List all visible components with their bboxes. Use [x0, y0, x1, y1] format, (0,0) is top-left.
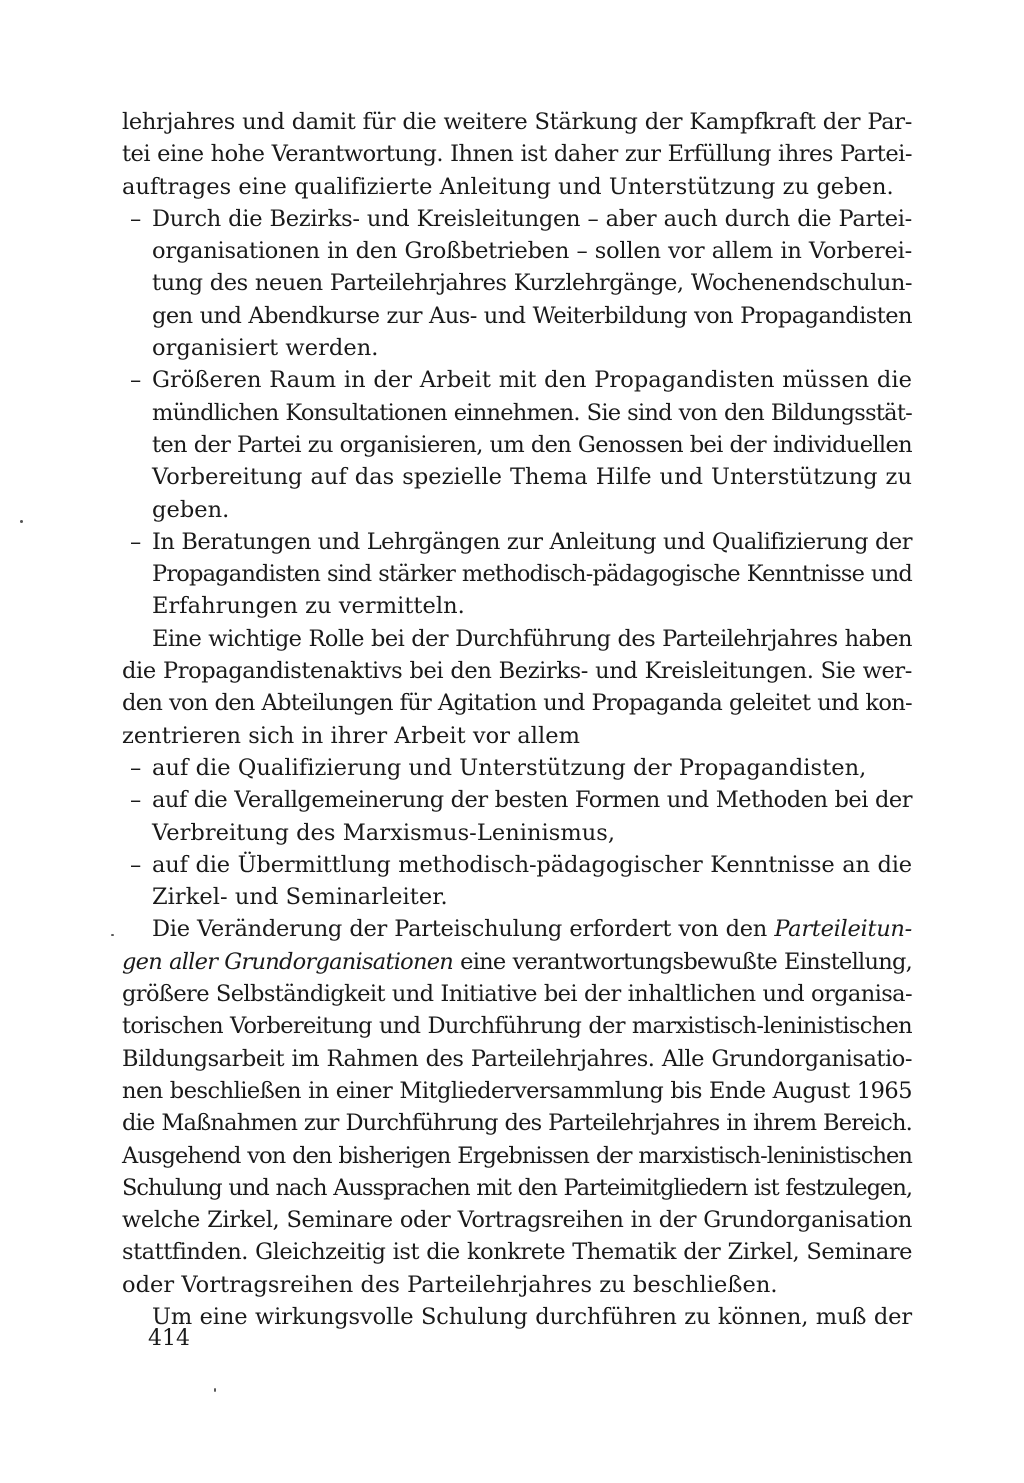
line-text: eine verantwortungsbewußte Einstellung,: [453, 948, 912, 975]
text-line: [122, 494, 912, 526]
text-line: [122, 429, 912, 461]
line-text: In Beratungen und Lehrgängen zur Anleitung und Qualifizierung der: [152, 528, 912, 555]
text-line: [122, 300, 912, 332]
line-text: tung des neuen Parteilehrjahres Kurzlehrgänge, Wochenendschulun-: [152, 270, 912, 297]
text-line: [122, 1010, 912, 1042]
text-line: [122, 687, 912, 719]
line-text: Bildungsarbeit im Rahmen des Parteilehrjahres. Alle Grundorganisatio-: [122, 1045, 912, 1072]
line-text: Vorbereitung auf das spezielle Thema Hilfe und Unterstützung zu: [152, 464, 912, 491]
text-line: [122, 1301, 912, 1333]
body-text: [122, 106, 912, 1333]
text-line: [122, 235, 912, 267]
text-line: [122, 171, 912, 203]
print-speck: [214, 1388, 216, 1392]
line-text: zentrieren sich in ihrer Arbeit vor allem: [122, 722, 580, 749]
line-text: lehrjahres und damit für die weitere Stärkung der Kampfkraft der Par-: [122, 109, 912, 135]
text-line: [122, 1204, 912, 1236]
list-item-line: [122, 784, 912, 816]
list-item-line: [122, 526, 912, 558]
text-line: [122, 817, 912, 849]
print-speck: [111, 934, 114, 936]
text-line: [122, 461, 912, 493]
text-line: [122, 332, 912, 364]
text-line: [122, 397, 912, 429]
emphasis-text: gen aller Grundorganisationen: [122, 948, 454, 975]
text-line: [122, 978, 912, 1010]
line-text: Um eine wirkungsvolle Schulung durchführen zu können, muß der: [152, 1303, 912, 1330]
emphasis-text: Parteileitun-: [774, 916, 912, 943]
line-text: stattfinden. Gleichzeitig ist die konkrete Thematik der Zirkel, Seminare: [122, 1239, 912, 1266]
list-dash: –: [130, 528, 141, 555]
line-text: organisationen in den Großbetrieben – sollen vor allem in Vorberei-: [152, 238, 912, 265]
line-text: auf die Qualifizierung und Unterstützung der Propagandisten,: [152, 754, 867, 781]
text-line: [122, 138, 912, 170]
text-line: [122, 267, 912, 299]
line-text: auf die Verallgemeinerung der besten Formen und Methoden bei der: [152, 787, 912, 814]
text-line: [122, 913, 912, 945]
list-dash: –: [130, 205, 141, 232]
line-text: Eine wichtige Rolle bei der Durchführung des Parteilehrjahres haben: [152, 625, 912, 652]
line-text: den von den Abteilungen für Agitation und Propaganda geleitet und kon-: [122, 690, 912, 717]
line-text: auf die Übermittlung methodisch-pädagogischer Kenntnisse an die: [152, 851, 912, 878]
text-line: [122, 558, 912, 590]
line-text: Zirkel- und Seminarleiter.: [152, 884, 448, 911]
text-line: [122, 1140, 912, 1172]
list-item-line: [122, 752, 912, 784]
line-text: Ausgehend von den bisherigen Ergebnissen der marxistisch-leninistischen: [122, 1142, 912, 1169]
text-line: [122, 720, 912, 752]
list-item-line: [122, 849, 912, 881]
page-number: 414: [148, 1326, 190, 1351]
line-text: Die Veränderung der Parteischulung erfordert von den: [152, 916, 775, 943]
line-text: ten der Partei zu organisieren, um den Genossen bei der individuellen: [152, 431, 912, 458]
list-dash: –: [130, 787, 141, 814]
text-line: [122, 881, 912, 913]
line-text: Schulung und nach Aussprachen mit den Parteimitgliedern ist festzulegen,: [122, 1174, 912, 1201]
line-text: Erfahrungen zu vermitteln.: [152, 593, 465, 620]
line-text: Größeren Raum in der Arbeit mit den Propagandisten müssen die: [152, 367, 912, 394]
line-text: größere Selbständigkeit und Initiative bei der inhaltlichen und organisa-: [122, 981, 912, 1008]
list-dash: –: [130, 851, 142, 878]
line-text: geben.: [152, 496, 230, 523]
text-line: [122, 623, 912, 655]
text-line: [122, 1043, 912, 1075]
text-line: [122, 590, 912, 622]
text-line: [122, 1075, 912, 1107]
list-item-line: [122, 203, 912, 235]
line-text: nen beschließen in einer Mitgliederversammlung bis Ende August 1965: [122, 1077, 912, 1104]
line-text: tei eine hohe Verantwortung. Ihnen ist daher zur Erfüllung ihres Partei-: [122, 141, 912, 168]
text-line: [122, 946, 912, 978]
line-text: die Maßnahmen zur Durchführung des Parteilehrjahres in ihrem Bereich.: [122, 1110, 912, 1137]
line-text: die Propagandistenaktivs bei den Bezirks- und Kreisleitungen. Sie wer-: [122, 658, 912, 685]
text-line: [122, 1107, 912, 1139]
line-text: auftrages eine qualifizierte Anleitung und Unterstützung zu geben.: [122, 173, 894, 200]
line-text: welche Zirkel, Seminare oder Vortragsreihen in der Grundorganisation: [122, 1207, 912, 1234]
line-text: gen und Abendkurse zur Aus- und Weiterbildung von Propagandisten: [152, 302, 912, 329]
line-text: Verbreitung des Marxismus-Leninismus,: [152, 819, 616, 846]
list-dash: –: [130, 367, 142, 394]
line-text: oder Vortragsreihen des Parteilehrjahres zu beschließen.: [122, 1271, 778, 1298]
line-text: torischen Vorbereitung und Durchführung der marxistisch-leninistischen: [122, 1013, 912, 1040]
text-line: [122, 655, 912, 687]
line-text: Propagandisten sind stärker methodisch-pädagogische Kenntnisse und: [152, 561, 912, 588]
line-text: Durch die Bezirks- und Kreisleitungen – aber auch durch die Partei-: [152, 205, 912, 232]
print-speck: [20, 520, 23, 523]
list-item-line: [122, 364, 912, 396]
text-line: [122, 1269, 912, 1301]
text-line: [122, 1172, 912, 1204]
line-text: organisiert werden.: [152, 335, 379, 362]
text-line: [122, 106, 912, 138]
list-dash: –: [130, 754, 142, 781]
line-text: mündlichen Konsultationen einnehmen. Sie sind von den Bildungsstät-: [152, 399, 912, 426]
text-line: [122, 1236, 912, 1268]
